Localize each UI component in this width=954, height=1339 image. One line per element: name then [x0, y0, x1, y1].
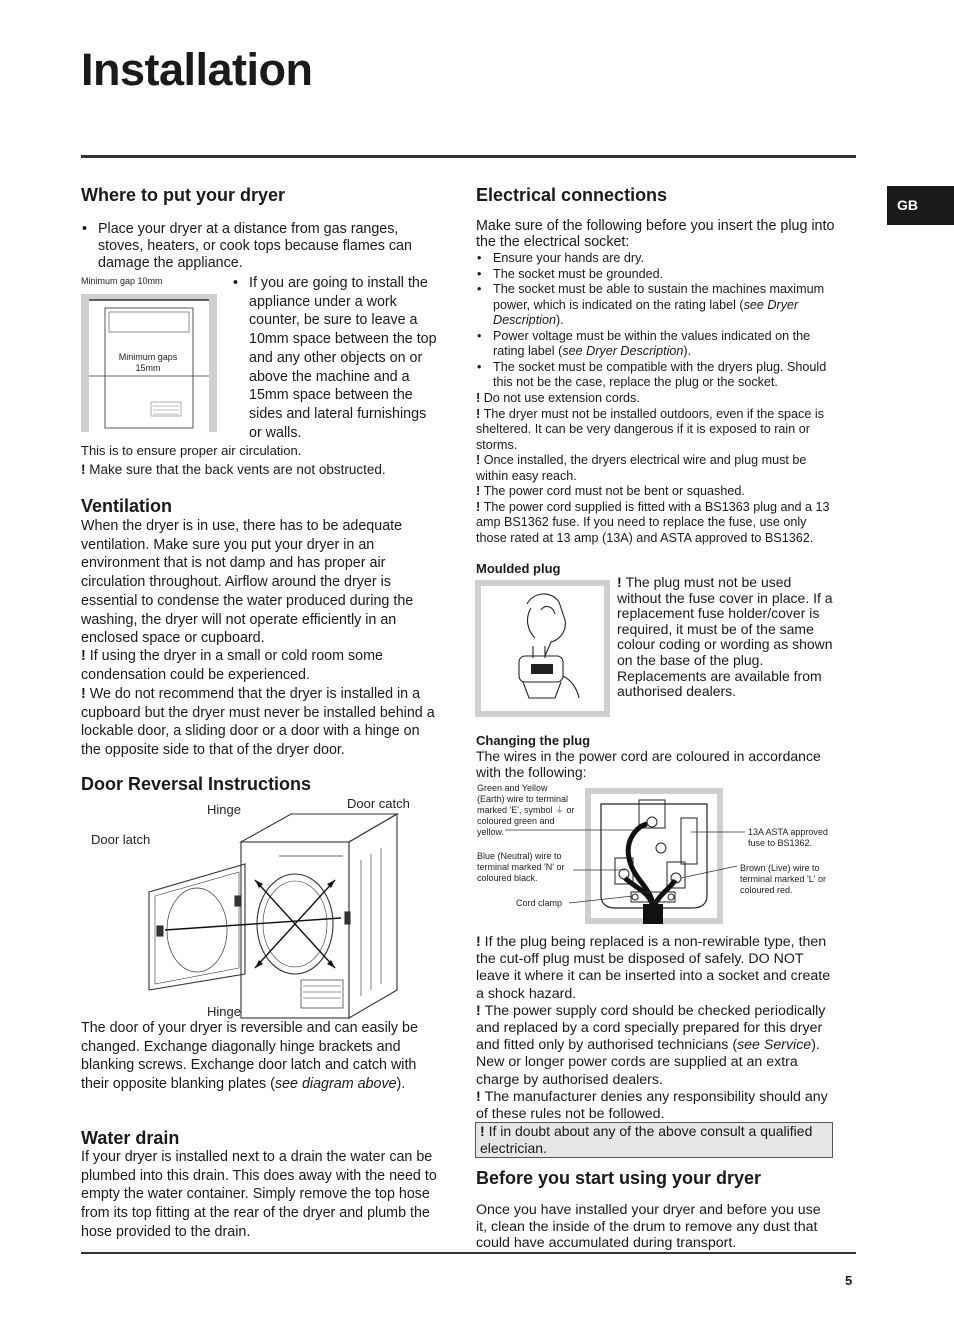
min-gaps-label: Minimum gaps 15mm: [108, 352, 188, 374]
where-bullet-2: • If you are going to install the appliance under a work counter, be sure to leave a 10mm space between the top and any other objects on or above the machine and a 15mm space between the sides and lateral furnishings or walls.: [232, 274, 440, 442]
page-title: Installation: [81, 44, 313, 95]
top-divider: [81, 155, 856, 158]
vents-warning: ! Make sure that the back vents are not obstructed.: [81, 462, 386, 477]
where-bullet-list-2: [232, 274, 440, 442]
electrical-intro: Make sure of the following before you insert the plug into the the electrical socket:: [476, 218, 835, 250]
door-catch-label: Door catch: [347, 796, 410, 811]
electrical-bullet-4: • Power voltage must be within the values indicated on the rating label (see Dryer Description).: [476, 329, 834, 360]
blue-wire-label: Blue (Neutral) wire to terminal marked 'N' or coloured black.: [477, 851, 565, 883]
moulded-plug-image: [475, 580, 610, 717]
changing-plug-heading: Changing the plug: [476, 733, 591, 748]
electrical-heading: Electrical connections: [476, 185, 668, 205]
where-heading: Where to put your dryer: [81, 185, 286, 205]
water-drain-body: If your dryer is installed next to a drain the water can be plumbed into this drain. This does away with the need to empty the water container. Simply remove the top hose from its top fitting at the rear of the dryer and plumb the hose provided to the drain.: [81, 1149, 437, 1240]
page-number: 5: [845, 1273, 853, 1288]
electrical-warning-3: ! Once installed, the dryers electrical wire and plug must be within easy reach.: [476, 453, 807, 483]
ventilation-warning-2: ! We do not recommend that the dryer is installed in a cupboard but the dryer must never be installed behind a lockable door, a sliding door or a door with a hinge on the opposite side to that of the dryer door.: [81, 686, 435, 759]
changing-plug-intro: The wires in the power cord are coloured in accordance with the following:: [476, 748, 821, 780]
cord-clamp-label: Cord clamp: [516, 898, 563, 908]
hinge-bottom-label: Hinge: [207, 1004, 241, 1019]
door-reversal-diagram: [145, 800, 407, 1022]
changing-plug-warnings: [476, 934, 834, 1123]
electrical-bullets: [476, 251, 834, 391]
warning-mark: !: [81, 462, 90, 477]
electrician-notice: ! If in doubt about any of the above consult a qualified electrician.: [475, 1122, 833, 1158]
electrical-warning-2: ! The dryer must not be installed outdoors, even if the space is sheltered. It can be very dangerous if it is exposed to rain or storms.: [476, 406, 824, 452]
before-use-body: Once you have installed your dryer and before you use it, clean the inside of the drum to remove any dust that could have accumulated during transport.: [476, 1202, 821, 1251]
fuse-label: 13A ASTA approved fuse to BS1362.: [748, 827, 828, 848]
changing-warning-3: ! The manufacturer denies any responsibility should any of these rules not be followed.: [476, 1088, 828, 1123]
electrical-warnings: [476, 391, 834, 546]
moulded-plug-text: ! The plug must not be used without the fuse cover in place. If a replacement fuse holder/cover is required, it must be of the same colour coding or wording as shown on the base of the plug. Replacements are available from authorised dealers.: [617, 574, 833, 700]
where-bullet-1: • Place your dryer at a distance from gas ranges, stoves, heaters, or cook tops because flames can damage the appliance.: [81, 221, 436, 272]
bottom-divider: [81, 1252, 856, 1254]
electrical-bullet-1: • Ensure your hands are dry.: [476, 251, 834, 267]
water-drain-heading: Water drain: [81, 1128, 180, 1148]
where-bullet-list: [81, 221, 436, 272]
door-reversal-heading: Door Reversal Instructions: [81, 774, 312, 794]
ventilation-body: When the dryer is in use, there has to be adequate ventilation. Make sure you put your dryer in an environment that is not damp and has proper air circulation throughout. Airflow around the dryer is essential to condense the water produced during the washing, the dryer will not operate efficiently in an enclosed space or cupboard.: [81, 518, 414, 647]
changing-warning-2: ! The power supply cord should be checked periodically and replaced by a cord specially prepared for this dryer and fitted only by authorised technicians (see Service). New or longer power cords are supplied at an extra charge by authorised dealers.: [476, 1002, 826, 1088]
electrical-bullet-2: • The socket must be grounded.: [476, 267, 834, 283]
min-gap-label: Minimum gap 10mm: [81, 276, 163, 286]
electrical-warning-4: ! The power cord must not be bent or squashed.: [476, 484, 745, 498]
electrical-bullet-5: • The socket must be compatible with the dryers plug. Should this not be the case, replace the plug or the socket.: [476, 360, 834, 391]
door-reversal-body: The door of your dryer is reversible and can easily be changed. Exchange diagonally hinge brackets and blanking screws. Exchange door latch and catch with their opposite blanking plates (see diagram above).: [81, 1020, 418, 1093]
moulded-plug-heading: Moulded plug: [476, 561, 561, 576]
hinge-top-label: Hinge: [207, 802, 241, 817]
language-tab: GB: [887, 186, 954, 225]
electrical-warning-5: ! The power cord supplied is fitted with a BS1363 plug and a 13 amp BS1362 fuse. If you need to replace the fuse, use only those rated at 13 amp (13A) and ASTA approved to BS1362.: [476, 499, 830, 545]
door-latch-label: Door latch: [91, 832, 151, 847]
ventilation-heading: Ventilation: [81, 496, 173, 516]
warning-mark: !: [81, 686, 90, 702]
air-circulation-text: This is to ensure proper air circulation.: [81, 443, 302, 458]
electrical-warning-1: ! Do not use extension cords.: [476, 391, 640, 405]
plug-wiring-diagram: [505, 788, 755, 924]
warning-mark: !: [81, 648, 90, 664]
before-use-heading: Before you start using your dryer: [476, 1168, 762, 1188]
ventilation-warning-1: ! If using the dryer in a small or cold room some condensation could be experienced.: [81, 648, 383, 683]
green-yellow-wire-label: Green and Yellow (Earth) wire to terminal marked 'E', symbol ⏚ or coloured green and yellow.: [477, 783, 575, 837]
electrical-bullet-3: • The socket must be able to sustain the machines maximum power, which is indicated on the rating label (see Dryer Description).: [476, 282, 834, 329]
changing-warning-1: ! If the plug being replaced is a non-rewirable type, then the cut-off plug must be disposed of safely. DO NOT leave it where it can be inserted into a socket and create a shock hazard.: [476, 934, 831, 1002]
brown-wire-label: Brown (Live) wire to terminal marked 'L' or coloured red.: [740, 863, 826, 895]
